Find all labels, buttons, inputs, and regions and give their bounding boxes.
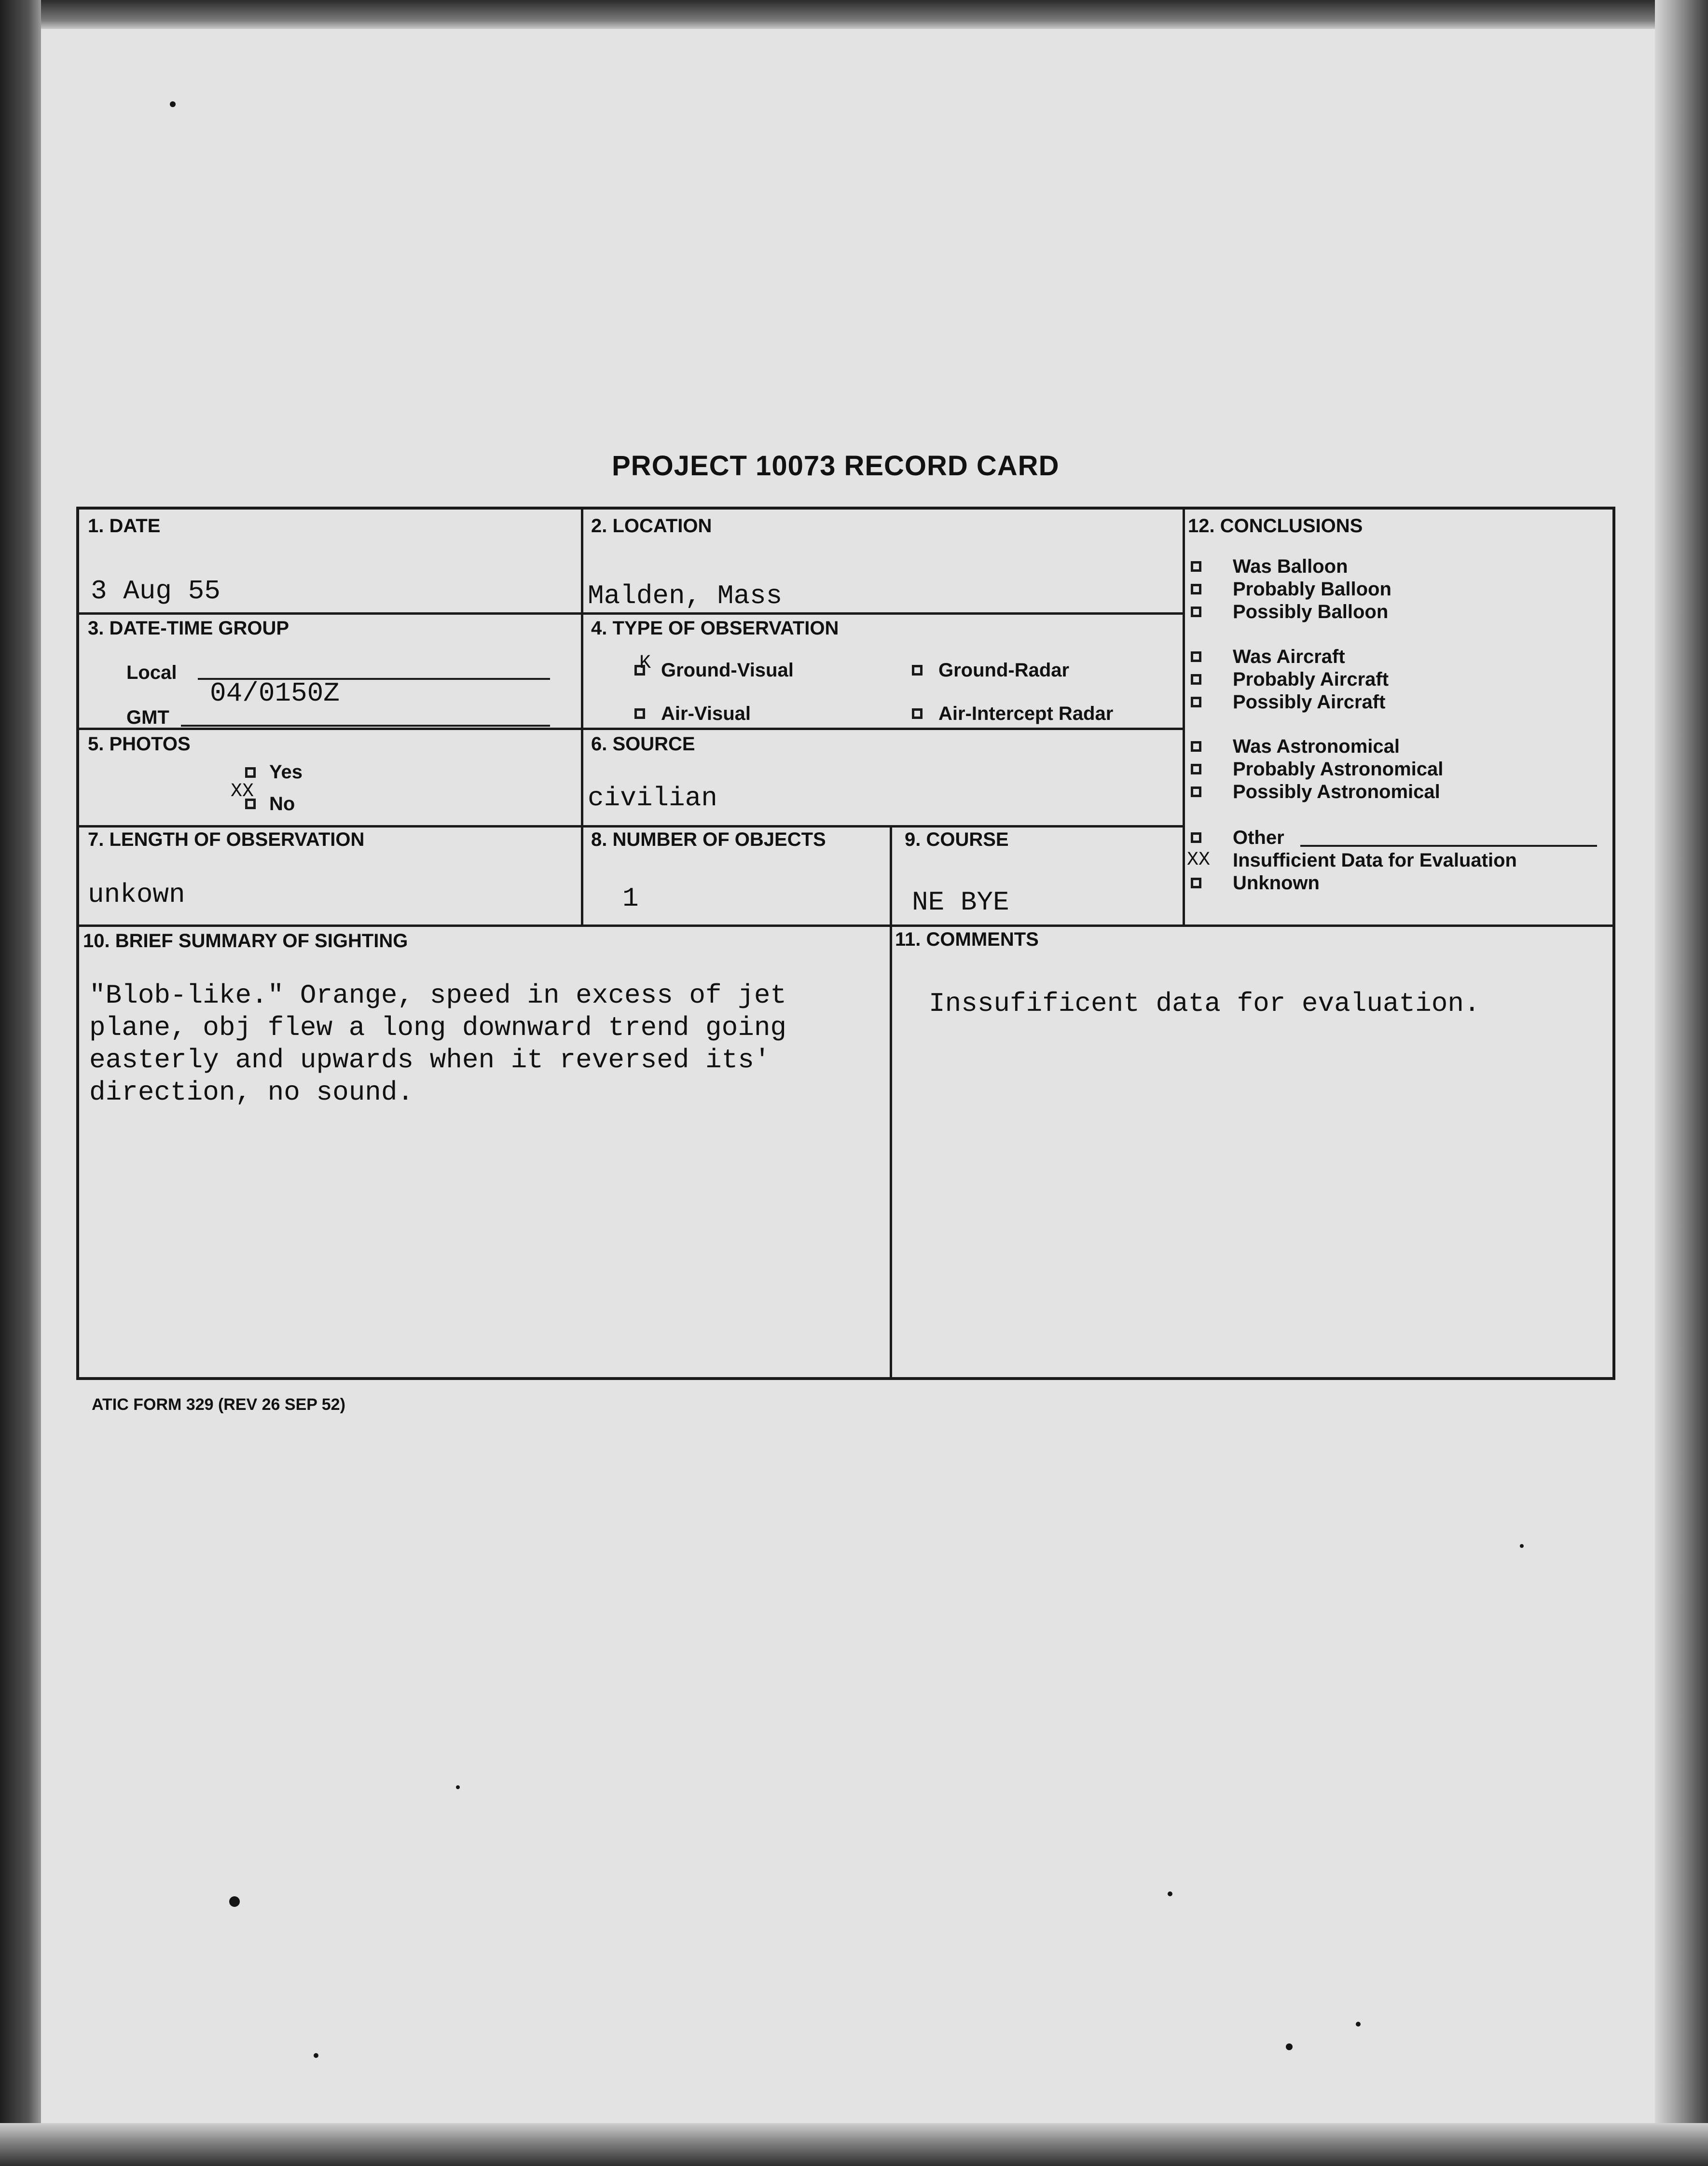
comments-label: 11. COMMENTS: [895, 929, 1039, 950]
conclusion-other: Other: [1233, 827, 1284, 848]
checkbox-unknown[interactable]: [1191, 878, 1201, 888]
checkbox-possibly-balloon[interactable]: [1191, 607, 1201, 617]
option-air-visual: Air-Visual: [661, 703, 751, 724]
location-label: 2. LOCATION: [591, 515, 712, 537]
row-divider: [79, 924, 1612, 927]
type-of-observation-label: 4. TYPE OF OBSERVATION: [591, 618, 839, 639]
checkbox-probably-balloon[interactable]: [1191, 584, 1201, 594]
scan-speck: [456, 1785, 460, 1789]
checkbox-probably-aircraft[interactable]: [1191, 674, 1201, 685]
option-photos-no: No: [269, 793, 295, 814]
conclusion-insufficient-data: Insufficient Data for Evaluation: [1233, 850, 1517, 871]
checkbox-possibly-astronomical[interactable]: [1191, 786, 1201, 797]
date-label: 1. DATE: [88, 515, 161, 537]
conclusion-possibly-balloon: Possibly Balloon: [1233, 601, 1389, 622]
checkbox-probably-astronomical[interactable]: [1191, 764, 1201, 774]
column-divider: [1183, 510, 1185, 924]
length-of-observation-label: 7. LENGTH OF OBSERVATION: [88, 829, 365, 850]
location-value: Malden, Mass: [588, 580, 783, 611]
brief-summary-label: 10. BRIEF SUMMARY OF SIGHTING: [83, 930, 408, 952]
date-value: 3 Aug 55: [91, 576, 220, 607]
conclusion-possibly-astronomical: Possibly Astronomical: [1233, 781, 1440, 802]
comments-text: Inssufificent data for evaluation.: [929, 988, 1480, 1019]
scan-speck: [1168, 1891, 1172, 1896]
conclusion-was-balloon: Was Balloon: [1233, 556, 1348, 577]
scan-speck: [1520, 1544, 1524, 1548]
source-label: 6. SOURCE: [591, 733, 695, 755]
checkbox-air-visual[interactable]: [634, 708, 645, 719]
ground-visual-check-mark: K: [639, 652, 651, 674]
checkbox-photos-no[interactable]: [245, 799, 256, 809]
option-air-intercept-radar: Air-Intercept Radar: [938, 703, 1114, 724]
form-footer: ATIC FORM 329 (REV 26 SEP 52): [92, 1395, 345, 1414]
other-underline: [1300, 845, 1597, 847]
number-of-objects-label: 8. NUMBER OF OBJECTS: [591, 829, 826, 850]
conclusion-possibly-aircraft: Possibly Aircraft: [1233, 691, 1386, 713]
scan-border-top: [0, 0, 1708, 29]
option-ground-radar: Ground-Radar: [938, 660, 1070, 681]
date-time-group-label: 3. DATE-TIME GROUP: [88, 618, 289, 639]
course-value: NE BYE: [912, 887, 1009, 918]
row-divider: [79, 825, 1185, 828]
scan-speck: [314, 2053, 318, 2058]
checkbox-was-balloon[interactable]: [1191, 561, 1201, 572]
gmt-underline: [181, 725, 550, 727]
conclusion-probably-astronomical: Probably Astronomical: [1233, 759, 1444, 780]
scan-border-left: [0, 0, 41, 2166]
conclusions-label: 12. CONCLUSIONS: [1188, 515, 1363, 537]
row-divider: [79, 612, 1185, 615]
photos-label: 5. PHOTOS: [88, 733, 191, 755]
card-title: PROJECT 10073 RECORD CARD: [612, 450, 1060, 482]
checkbox-was-aircraft[interactable]: [1191, 651, 1201, 662]
insufficient-data-check-mark: XX: [1187, 849, 1211, 871]
course-label: 9. COURSE: [905, 829, 1009, 850]
checkbox-was-astronomical[interactable]: [1191, 741, 1201, 752]
scan-speck: [1286, 2043, 1293, 2050]
photos-check-mark: XX: [231, 781, 254, 802]
checkbox-air-intercept-radar[interactable]: [912, 708, 923, 719]
length-of-observation-value: unkown: [88, 879, 185, 910]
gmt-label: GMT: [126, 707, 169, 728]
scan-speck: [229, 1896, 240, 1907]
option-photos-yes: Yes: [269, 761, 303, 783]
option-ground-visual: Ground-Visual: [661, 660, 794, 681]
scan-speck: [1356, 2022, 1361, 2027]
brief-summary-text: "Blob-like." Orange, speed in excess of jet plane, obj flew a long downward trend going easterly and upwards when it reversed its' direction, no sound.: [89, 980, 787, 1108]
checkbox-possibly-aircraft[interactable]: [1191, 697, 1201, 707]
checkbox-photos-yes[interactable]: [245, 767, 256, 778]
scan-border-right: [1655, 0, 1708, 2166]
conclusion-was-aircraft: Was Aircraft: [1233, 646, 1345, 667]
conclusion-unknown: Unknown: [1233, 872, 1320, 894]
scan-border-bottom: [0, 2123, 1708, 2166]
conclusion-was-astronomical: Was Astronomical: [1233, 736, 1400, 757]
number-of-objects-value: 1: [622, 883, 639, 914]
row-divider: [79, 728, 1185, 730]
checkbox-other[interactable]: [1191, 832, 1201, 843]
column-divider: [890, 825, 892, 1377]
date-time-group-value: 04/0150Z: [210, 678, 340, 709]
scan-speck: [170, 101, 176, 107]
source-value: civilian: [588, 783, 717, 814]
conclusion-probably-aircraft: Probably Aircraft: [1233, 669, 1389, 690]
local-label: Local: [126, 662, 177, 683]
column-divider: [581, 510, 583, 924]
conclusion-probably-balloon: Probably Balloon: [1233, 579, 1391, 600]
checkbox-ground-radar[interactable]: [912, 665, 923, 676]
